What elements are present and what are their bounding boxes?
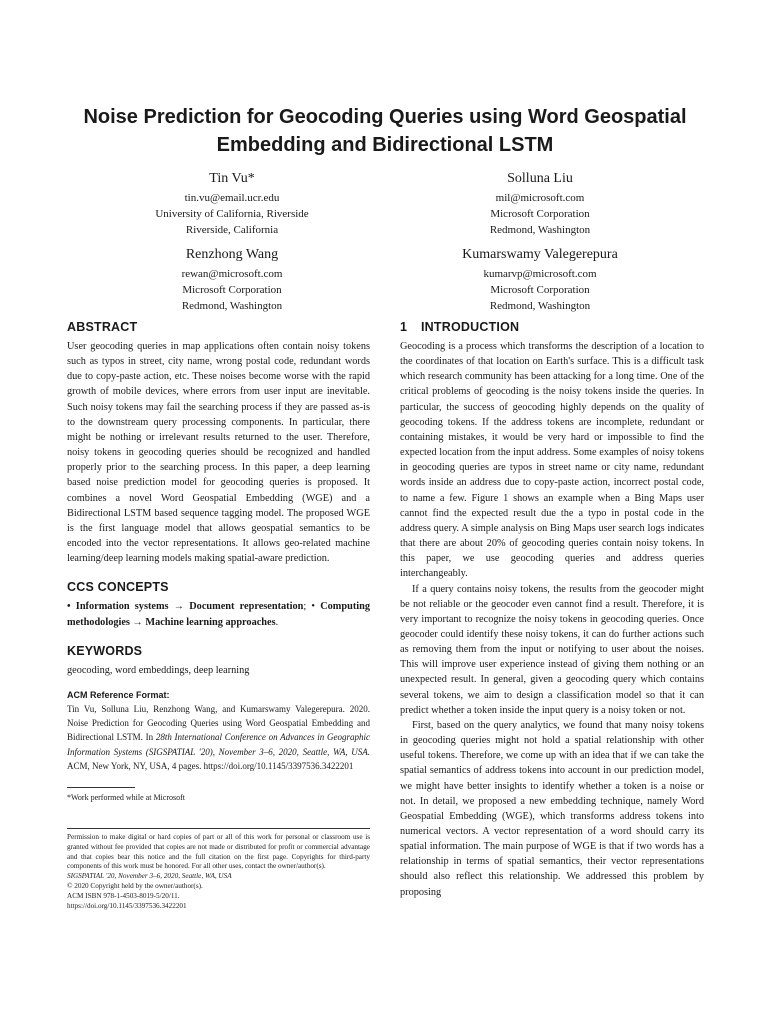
author-block [82,169,382,238]
footnote-rule [67,787,135,788]
acm-reference-text: Tin Vu, Solluna Liu, Renzhong Wang, and Kumarswamy Valegerepura. 2020. Noise Prediction for Geocoding Queries using Word Geospatial Embedding and Bidirectional LSTM. In [67,704,370,743]
ccs-concept-2: Computing methodologies → Machine learning approaches [67,601,370,628]
permission-text: Permission to make digital or hard copies of part or all of this work for personal or classroom use is granted without fee provided that copies are not made or distributed for profit or commercial advantage and that copies bear this notice and the full citation on the first page. Copyrights for third-party components of this work must be honored. For all other uses, contact the owner/author(s). [67,833,370,871]
author-email: tin.vu@email.ucr.edu [184,192,280,204]
doi-line: https://doi.org/10.1145/3397536.3422201 [67,901,187,910]
author-location: Redmond, Washington [489,300,591,312]
ccs-heading: CCS CONCEPTS [67,580,169,595]
author-block [390,245,690,314]
left-column [67,318,370,911]
isbn-line: ACM ISBN 978-1-4503-8019-5/20/11. [67,891,180,900]
author-name: Kumarswamy Valegerepura [462,247,618,262]
acm-reference [67,688,370,773]
intro-paragraph: Geocoding is a process which transforms the description of a location to the coordinates of that location on Earth's surface. This is a difficult task which research community has been attacking for a long time. One of the critical problems of geocoding is the noisy tokens inside the queries. In particular, the success of geocoding highly depends on the quality of geocoding tokens. If the address tokens are incomplete, redundant or containing mistakes, it would be very hard or impossible to find the expected location from the input address. Some examples of noisy tokens in geocoding queries are typos in street name or city name, redundant words inside an address due to copy-paste action, incorrect postal code, to name a few. Figure 1 shows an example when a Bing Maps user cannot find the expected result due the a typo in postal code in the address query. A simple analysis on Bing Maps user search logs indicates that there are about 20% of geocoding queries contain noisy tokens. In this paper, we use geocoding queries and address queries interchangeably. [400,341,704,580]
author-affiliation: Microsoft Corporation [182,284,282,296]
right-column [400,318,704,900]
keywords-text: geocoding, word embeddings, deep learning [67,664,250,676]
author-name: Solluna Liu [507,171,573,186]
intro-paragraph: First, based on the query analytics, we found that many noisy tokens in geocoding queries might not hold a spatial relationship with other useful tokens. Therefore, we come up with an idea that if we can take the spatial semantics of address tokens into account in our prediction model, we might have better insights to identify whether a token is a noise or not. In detail, we proposed a new embedding technique, namely Word Geospatial Embedding (WGE), which transforms address tokens into numerical vectors. A vector representation of a word should carry its spatial information. The main purpose of WGE is that if two words has a relationship in terms of spatial semantics, their vector representations should also reflect this relationship. We addressed this problem by proposing [400,719,704,898]
author-location: Redmond, Washington [489,224,591,236]
ccs-end: . [275,616,279,628]
intro-paragraph: If a query contains noisy tokens, the results from the geocoder might be not reliable or the geocoder even cannot find a result. Therefore, it is very important to recognize the noisy tokens in geocoding queries. Once geocoder could identify these noisy tokens, it can do further actions such as removing them from the input or notifying to user about the noises. This will improve user experience instead of giving them nothing or an unexpected result. In general, given a geocoding query which contains several tokens, we aim to design a classification model so that it can predict whether a token inside the input query is a noisy token or not. [400,583,704,716]
author-email: kumarvp@microsoft.com [483,268,597,280]
author-block [390,169,690,238]
acm-reference-label: ACM Reference Format: [67,689,170,700]
conference-line: SIGSPATIAL '20, November 3–6, 2020, Seattle, WA, USA [67,872,232,881]
copyright-line: © 2020 Copyright held by the owner/author(s). [67,882,203,891]
paper-title: Noise Prediction for Geocoding Queries using Word Geospatial Embedding and Bidirectional LSTM [83,106,687,156]
abstract-heading: ABSTRACT [67,320,138,334]
author-email: mil@microsoft.com [495,192,585,204]
author-affiliation: Microsoft Corporation [490,284,590,296]
author-location: Redmond, Washington [181,300,283,312]
author-name: Renzhong Wang [185,247,279,262]
acm-reference-tail: ACM, New York, NY, USA, 4 pages. https://doi.org/10.1145/3397536.3422201 [67,760,354,771]
author-location: Riverside, California [185,224,279,236]
author-name: Tin Vu* [209,171,255,186]
author-email: rewan@microsoft.com [181,268,283,280]
ccs-concepts [67,599,370,629]
introduction-heading [400,318,704,336]
footnote: *Work performed while at Microsoft [67,793,185,803]
section-number: 1 [400,320,408,334]
author-block [82,245,382,314]
author-affiliation: Microsoft Corporation [490,208,590,220]
author-affiliation: University of California, Riverside [155,208,309,220]
abstract-text: User geocoding queries in map applications often contain noisy tokens such as typos in street, city name, wrong postal code, redundant words due to copy-paste action, etc. These noises become worse with the rapid growth of mobile devices, where errors from user input are inevitable. Such noisy tokens may fail the searching process if they are passed as-is to the downstream query processing components. In particular, there might be nothing or irrelevant results returned to the user. Therefore, noisy tokens in geocoding queries should be recognized and handled properly prior to the searching process. In this paper, a deep learning based noise prediction model for geocoding queries is proposed. It combines a novel Word Geospatial Embedding (WGE) and a Bidirectional LSTM based sequence tagging model. The proposed WGE is the first language model that allows geospatial semantics to be encoded into the vector representations. It allows geo-related machine learning/deep learning models making spatial-aware prediction. [67,341,370,565]
acm-reference-venue: 28th International Conference on Advances in Geographic Information Systems (SIGSPATIAL '20), November 3–6, 2020, Seattle, WA, USA. [67,732,370,757]
keywords-heading: KEYWORDS [67,643,143,658]
permission-rule [67,828,370,829]
ccs-separator: ; • [303,601,321,613]
ccs-concept-1: • Information systems → Document representation [67,601,304,613]
section-title: INTRODUCTION [421,320,520,334]
